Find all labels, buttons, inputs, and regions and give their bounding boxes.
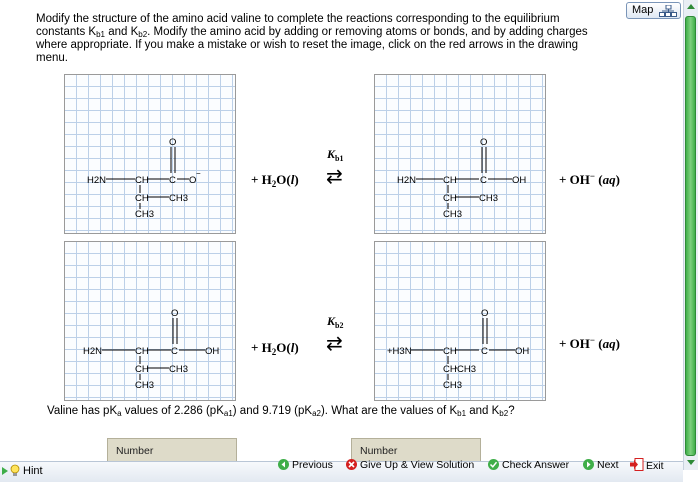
instructions-text: [36, 13, 646, 65]
atom-ch3-right: CH3: [169, 193, 189, 204]
atom-ch: CH: [443, 346, 457, 357]
atom-h2n: H2N: [397, 175, 417, 186]
atom-ch-side: CH: [135, 193, 149, 204]
lightbulb-icon: [10, 464, 20, 478]
give-up-label: Give Up & View Solution: [360, 459, 475, 471]
answer-kb1-label: Number: [116, 445, 154, 457]
atom-ch: CH: [443, 175, 457, 186]
molecule-product-1: [375, 75, 545, 233]
atom-ch-side: CH: [443, 364, 457, 375]
give-up-button[interactable]: [346, 458, 474, 473]
next-label: Next: [597, 459, 619, 471]
atom-h2n: H2N: [83, 346, 103, 357]
scroll-up-arrow-icon[interactable]: [684, 0, 698, 14]
exit-label: Exit: [646, 460, 664, 472]
map-button[interactable]: [626, 2, 681, 19]
atom-ch3-right: CH3: [457, 364, 477, 375]
atom-h2n: H2N: [87, 175, 107, 186]
atom-c: C: [169, 175, 176, 186]
answer-kb2-label: Number: [360, 445, 398, 457]
molecule-reactant-1: [65, 75, 235, 233]
instructions-line-1: Modify the structure of the amino acid valine to complete the reactions corresponding to the equilibrium: [36, 13, 560, 25]
atom-oh: OH: [512, 175, 527, 186]
atom-ch3-bottom: CH3: [135, 380, 155, 391]
svg-text:−: −: [196, 169, 201, 178]
scrollbar-thumb[interactable]: [685, 16, 696, 456]
instructions-line-2: constants $K_{b1}$ and $K_{b2}$. Modify the amino acid by adding or removing atoms or bonds, and by adding charges: [36, 26, 588, 39]
atom-o: O: [480, 137, 488, 148]
hint-label: Hint: [23, 465, 43, 477]
atom-ch3-right: CH3: [169, 364, 189, 375]
atom-ch3-right: CH3: [479, 193, 499, 204]
atom-ch: CH: [135, 175, 149, 186]
atom-o-minus: O: [189, 175, 197, 186]
hint-button[interactable]: [0, 463, 62, 480]
hydroxide-product-2: + OH− (aq): [559, 335, 620, 351]
give-up-x-icon: [346, 459, 357, 470]
atom-ch: CH: [135, 346, 149, 357]
check-icon: [488, 459, 499, 470]
atom-oh: OH: [205, 346, 220, 357]
exit-button[interactable]: [630, 458, 664, 473]
equilibrium-arrows-icon-2: ⇄: [326, 331, 343, 355]
atom-c: C: [171, 346, 178, 357]
water-reagent-1: + $H_2O(l)$: [251, 172, 299, 189]
next-button[interactable]: [583, 458, 619, 473]
check-answer-label: Check Answer: [502, 459, 570, 471]
atom-ch3-bottom: CH3: [443, 209, 463, 220]
atom-c: C: [480, 175, 487, 186]
check-answer-button[interactable]: [488, 458, 569, 473]
k-b2-label: $K_{b2}$: [327, 314, 344, 330]
atom-o: O: [481, 308, 489, 319]
map-button-label: Map: [632, 4, 654, 16]
atom-c: C: [481, 346, 488, 357]
next-arrow-icon: [583, 459, 594, 470]
k-b1-label: $K_{b1}$: [327, 147, 344, 163]
previous-arrow-icon: [278, 459, 289, 470]
atom-ch-side: CH: [135, 364, 149, 375]
equilibrium-arrows-icon-1: ⇄: [326, 164, 343, 188]
exit-door-icon: [630, 458, 644, 471]
question-text: Valine has $pK_a$ values of 2.286 $(pK_{a1})$ and 9.719 $(pK_{a2})$. What are the values of $K_{b1}$ and $K_{b2}$?: [47, 405, 515, 418]
drawing-canvas-reactant-2[interactable]: [64, 241, 236, 401]
atom-oh: OH: [515, 346, 530, 357]
drawing-canvas-product-2[interactable]: [374, 241, 546, 401]
atom-o: O: [171, 308, 179, 319]
atom-ch3-bottom: CH3: [135, 209, 155, 220]
instructions-line-3: where appropriate. If you make a mistake or wish to reset the image, click on the red arrows in the drawing: [36, 39, 579, 51]
expand-arrow-icon: [1, 466, 9, 476]
atom-ch-side: CH: [443, 193, 457, 204]
previous-label: Previous: [292, 459, 333, 471]
molecule-reactant-2: [65, 242, 235, 400]
water-reagent-2: + $H_2O(l)$: [251, 340, 299, 357]
scroll-down-arrow-icon[interactable]: [684, 455, 698, 469]
atom-ch3-bottom: CH3: [443, 380, 463, 391]
atom-h3n-plus: +H3N: [387, 346, 412, 357]
previous-button[interactable]: [278, 458, 333, 473]
instructions-line-4: menu.: [36, 52, 68, 64]
hydroxide-product-1: + OH− (aq): [559, 171, 620, 187]
drawing-canvas-reactant-1[interactable]: [64, 74, 236, 234]
molecule-product-2: [375, 242, 545, 400]
sitemap-icon: [659, 5, 677, 17]
drawing-canvas-product-1[interactable]: [374, 74, 546, 234]
bottom-toolbar: [0, 461, 683, 482]
atom-o: O: [169, 137, 177, 148]
